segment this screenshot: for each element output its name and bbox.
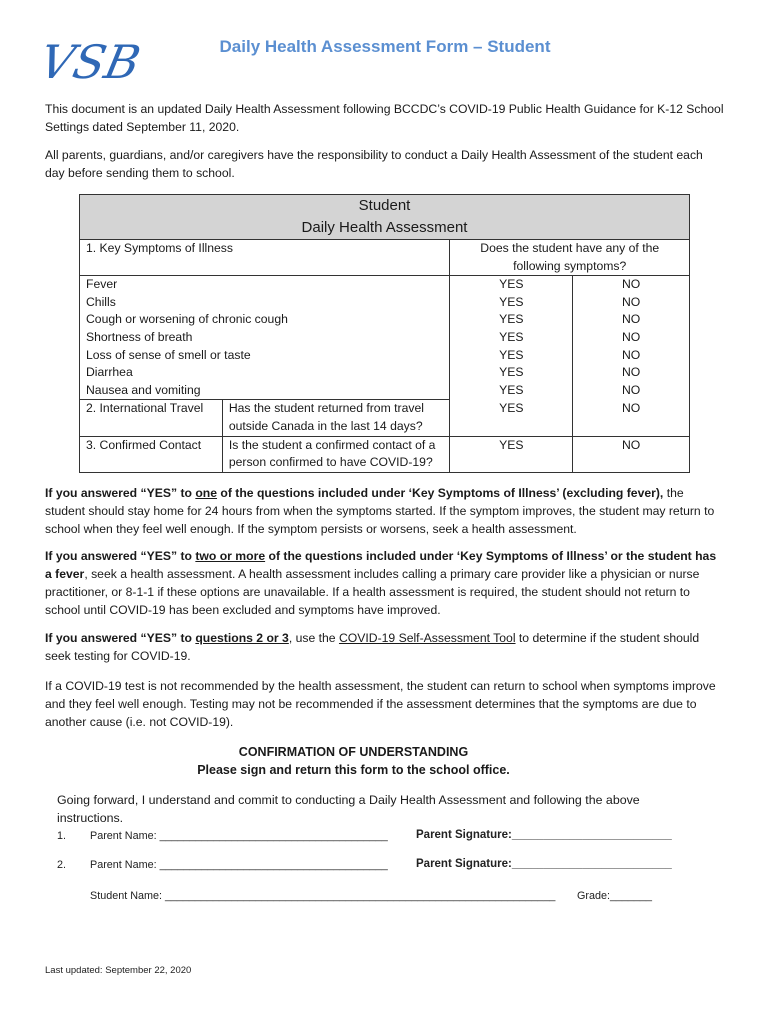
travel-yes[interactable]: YES bbox=[450, 400, 573, 436]
section-key-symptoms-label: 1. Key Symptoms of Illness bbox=[80, 240, 450, 276]
symptom-label: Fever bbox=[80, 276, 450, 294]
symptom-label: Nausea and vomiting bbox=[80, 382, 450, 400]
symptom-no[interactable]: NO bbox=[573, 382, 690, 400]
symptom-yes[interactable]: YES bbox=[450, 311, 573, 329]
page-title: Daily Health Assessment Form – Student bbox=[219, 37, 551, 56]
confirmation-title: CONFIRMATION OF UNDERSTANDING bbox=[238, 745, 469, 759]
symptom-label: Cough or worsening of chronic cough bbox=[80, 311, 450, 329]
symptom-row bbox=[80, 329, 690, 347]
question-header bbox=[450, 240, 690, 276]
symptom-no[interactable]: NO bbox=[573, 364, 690, 382]
symptom-yes[interactable]: YES bbox=[450, 276, 573, 294]
symptom-label: Shortness of breath bbox=[80, 329, 450, 347]
symptom-yes[interactable]: YES bbox=[450, 347, 573, 365]
confirmation-subtitle: Please sign and return this form to the school office. bbox=[197, 763, 510, 777]
guidance-travel-contact: If you answered “YES” to questions 2 or 3, use the COVID-19 Self-Assessment Tool to determine if the student should seek testing for COVID-19. bbox=[45, 631, 700, 663]
question-header-line-2: following symptoms? bbox=[513, 258, 627, 273]
commitment-statement: Going forward, I understand and commit to conducting a Daily Health Assessment and following the above instructions. bbox=[57, 793, 640, 825]
symptom-label: Loss of sense of smell or taste bbox=[80, 347, 450, 365]
student-name-field[interactable]: Student Name: _________________________________________________________________ bbox=[90, 890, 556, 902]
intro-paragraph-1: This document is an updated Daily Health Assessment following BCCDC’s COVID-19 Public Health Guidance for K-12 School Settings dated September 11, 2020. bbox=[45, 102, 724, 134]
last-updated-note: Last updated: September 22, 2020 bbox=[45, 965, 192, 976]
guidance-testing: If a COVID-19 test is not recommended by the health assessment, the student can return to school when symptoms improve and they feel well enough. Testing may not be recommended if the assessment determines that the symptoms are due to another cause (i.e. not COVID-19). bbox=[45, 679, 716, 729]
signature-row-1-number: 1. bbox=[57, 830, 67, 842]
symptom-no[interactable]: NO bbox=[573, 347, 690, 365]
symptom-row bbox=[80, 347, 690, 365]
contact-yes[interactable]: YES bbox=[450, 436, 573, 472]
parent-signature-field-1[interactable]: Parent Signature:_________________________ bbox=[416, 829, 672, 841]
contact-no[interactable]: NO bbox=[573, 436, 690, 472]
question-header-line-1: Does the student have any of the bbox=[480, 241, 660, 255]
symptom-label: Chills bbox=[80, 294, 450, 312]
symptom-no[interactable]: NO bbox=[573, 276, 690, 294]
symptom-row bbox=[80, 294, 690, 312]
parent-signature-field-2[interactable]: Parent Signature:_________________________ bbox=[416, 858, 672, 870]
symptom-label: Diarrhea bbox=[80, 364, 450, 382]
symptom-yes[interactable]: YES bbox=[450, 364, 573, 382]
symptom-row bbox=[80, 382, 690, 400]
guidance-one-symptom: If you answered “YES” to one of the questions included under ‘Key Symptoms of Illness’ (excluding fever), the student should stay home for 24 hours from when the symptoms started. If the symptom improves, the student may return to school when they feel well enough. If the symptom persists or worsens, seek a health assessment. bbox=[45, 486, 715, 536]
grade-field[interactable]: Grade:_______ bbox=[577, 890, 653, 902]
self-assessment-tool-link[interactable]: COVID-19 Self-Assessment Tool bbox=[338, 631, 516, 645]
symptom-row bbox=[80, 311, 690, 329]
parent-name-field-1[interactable]: Parent Name: ______________________________________ bbox=[90, 830, 388, 842]
guidance-two-symptoms: If you answered “YES” to two or more of the questions included under ‘Key Symptoms of Illness’ or the student has a fever, seek a health assessment. A health assessment includes calling a primary care provider like a physician or nurse practitioner, or 8-1-1 if these options are unavailable. If a health assessment is required, the student should not return to school until COVID-19 has been excluded and symptoms have improved. bbox=[45, 549, 717, 617]
symptom-row bbox=[80, 276, 690, 294]
parent-name-field-2[interactable]: Parent Name: ______________________________________ bbox=[90, 859, 388, 871]
table-title-line-1: Student bbox=[358, 197, 411, 214]
travel-question: Has the student returned from travel outside Canada in the last 14 days? bbox=[222, 400, 450, 436]
intro-paragraph-2: All parents, guardians, and/or caregivers have the responsibility to conduct a Daily Health Assessment of the student each day before sending them to school. bbox=[45, 148, 703, 180]
section-contact-label: 3. Confirmed Contact bbox=[80, 436, 223, 472]
symptom-no[interactable]: NO bbox=[573, 294, 690, 312]
section-travel-label: 2. International Travel bbox=[80, 400, 223, 436]
symptom-row bbox=[80, 364, 690, 382]
contact-question: Is the student a confirmed contact of a person confirmed to have COVID-19? bbox=[222, 436, 450, 472]
table-title-line-2: Daily Health Assessment bbox=[301, 219, 468, 236]
signature-row-2-number: 2. bbox=[57, 859, 67, 871]
symptom-yes[interactable]: YES bbox=[450, 329, 573, 347]
table-title bbox=[80, 195, 690, 240]
confirmation-heading bbox=[0, 743, 707, 779]
symptom-yes[interactable]: YES bbox=[450, 294, 573, 312]
vsb-logo-text: VSB bbox=[35, 35, 145, 89]
symptom-no[interactable]: NO bbox=[573, 311, 690, 329]
travel-no[interactable]: NO bbox=[573, 400, 690, 436]
symptom-yes[interactable]: YES bbox=[450, 382, 573, 400]
health-assessment-table bbox=[79, 194, 690, 473]
symptom-no[interactable]: NO bbox=[573, 329, 690, 347]
